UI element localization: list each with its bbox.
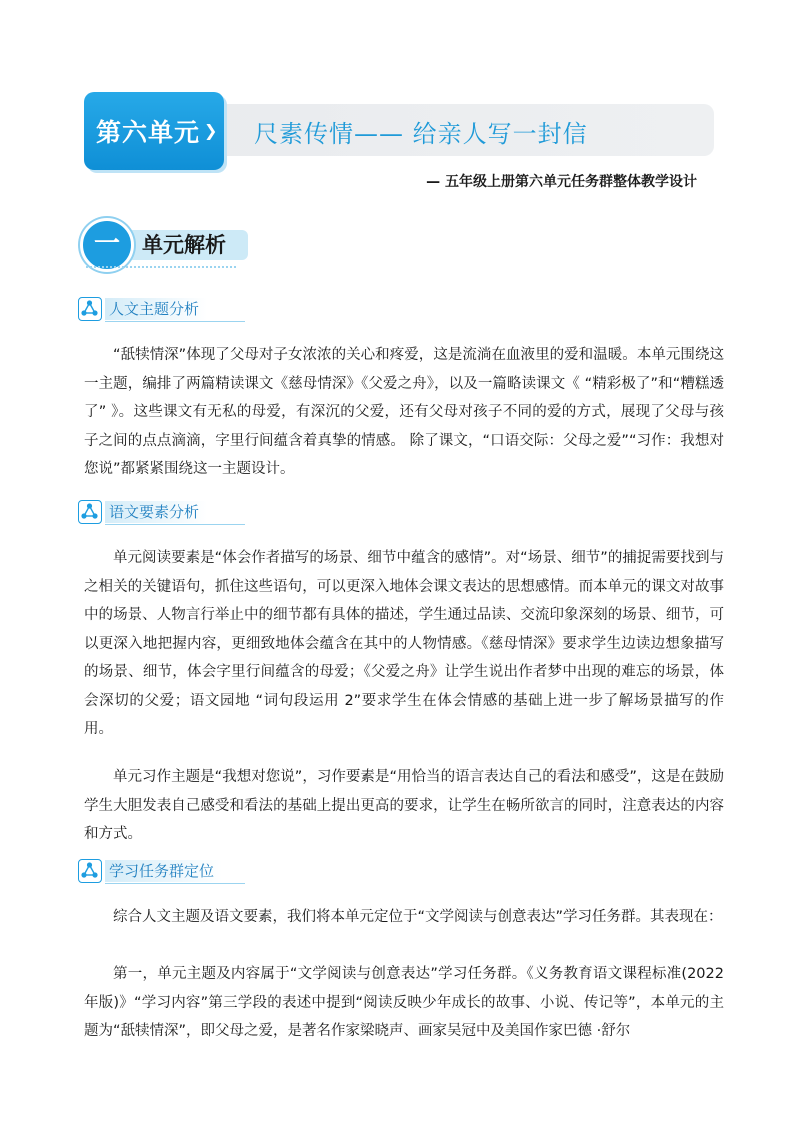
chevron-right-icon: ❯ — [204, 121, 218, 140]
paragraph: 单元阅读要素是“体会作者描写的场景、细节中蕴含的感情”。对“场景、细节”的捕捉需要找到与之相关的关键语句，抓住这些语句，可以更深入地体会课文表达的思想感情。而本单元的课文对故事中的场景、人物言行举止中的细节都有具体的描述，学生通过品读、交流印象深刻的场景、细节，可以更深入地把握内容，更细致地体会蕴含在其中的人物情感。《慈母情深》要求学生边读边想象描写的场景、细节，体会字里行间蕴含的母爱；《父爱之舟》让学生说出作者梦中出现的难忘的场景，体会深切的父爱；语文园地 “词句段运用 2”要求学生在体会情感的基础上进一步了解场景描写的作用。 — [84, 550, 724, 737]
subsection-title: 学习任务群定位 — [105, 860, 222, 882]
subsection-underline — [105, 883, 245, 884]
network-icon — [78, 297, 102, 321]
network-icon — [78, 500, 102, 524]
unit-label: 第六单元 — [96, 118, 201, 147]
subsection-title: 人文主题分析 — [105, 298, 207, 320]
subsection-underline — [105, 321, 245, 322]
network-icon — [78, 859, 102, 883]
document-subtitle: — 五年级上册第六单元任务群整体教学设计 — [426, 174, 697, 190]
section-title: 单元解析 — [142, 233, 226, 257]
section-divider — [86, 266, 236, 268]
paragraph: 第一，单元主题及内容属于“文学阅读与创意表达”学习任务群。《义务教育语文课程标准(2022年版)》“学习内容”第三学段的表述中提到“阅读反映少年成长的故事、小说、传记等”，本单元的主题为“舐犊情深”，即父母之爱，是著名作家梁晓声、画家吴冠中及美国作家巴德 ·舒尔 — [84, 966, 724, 1039]
subsection-header-language — [78, 500, 238, 526]
subsection-header-task-group — [78, 859, 238, 885]
section-number: 一 — [80, 218, 134, 272]
subsection-underline — [105, 524, 245, 525]
subsection-title: 语文要素分析 — [105, 501, 207, 523]
unit-label-tab — [84, 92, 224, 170]
paragraph: 综合人文主题及语文要素，我们将本单元定位于“文学阅读与创意表达”学习任务群。其表现在： — [113, 909, 723, 925]
paragraph: “舐犊情深”体现了父母对子女浓浓的关心和疼爱，这是流淌在血液里的爱和温暖。本单元围绕这一主题，编排了两篇精读课文《慈母情深》《父爱之舟》，以及一篇略读课文《 “精彩极了”和“糟糕透了” 》。这些课文有无私的母爱，有深沉的父爱，还有父母对孩子不同的爱的方式，展现了父母与孩子之间的点点滴滴，字里行间蕴含着真挚的情感。 除了课文，“口语交际：父母之爱”“习作：我想对您说”都紧紧围绕这一主题设计。 — [84, 347, 724, 477]
subsection-header-humanities — [78, 297, 238, 323]
paragraph: 单元习作主题是“我想对您说”，习作要素是“用恰当的语言表达自己的看法和感受”，这是在鼓励学生大胆发表自己感受和看法的基础上提出更高的要求，让学生在畅所欲言的同时，注意表达的内容和方式。 — [84, 769, 724, 842]
unit-banner — [84, 92, 714, 172]
section-header — [80, 218, 250, 270]
unit-title: 尺素传情—— 给亲人写一封信 — [254, 120, 588, 148]
